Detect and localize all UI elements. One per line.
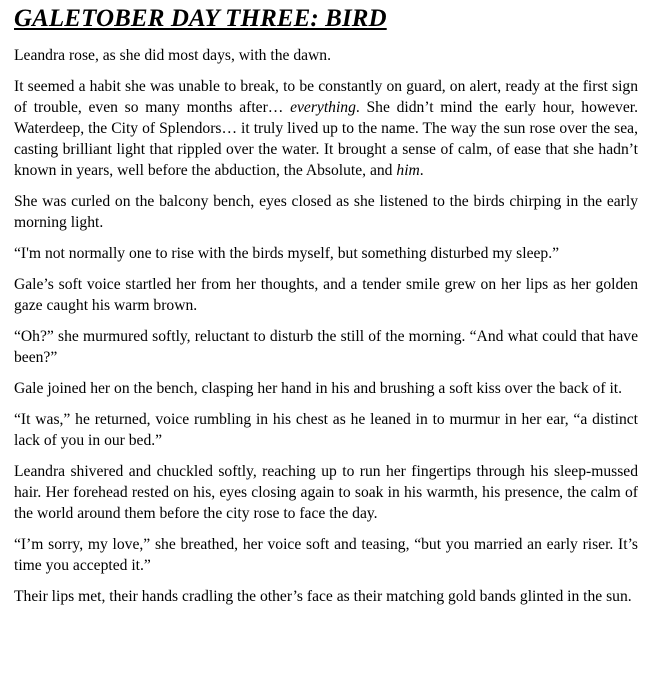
story-paragraph xyxy=(14,274,638,316)
story-paragraph xyxy=(14,378,638,399)
paragraph-text: Leandra shivered and chuckled softly, reaching up to run her fingertips through his sleep-mussed hair. Her forehead rested on his, eyes closing again to soak in his warmth, his presence, the calm of the world around them before the city rose to face the day. xyxy=(14,463,638,522)
italic-text: him xyxy=(396,162,420,179)
paragraph-text: “Oh?” she murmured softly, reluctant to disturb the still of the morning. “And what could that have been?” xyxy=(14,328,638,366)
story-paragraph xyxy=(14,461,638,524)
paragraph-text: “I'm not normally one to rise with the birds myself, but something disturbed my sleep.” xyxy=(14,245,560,262)
paragraph-text: “It was,” he returned, voice rumbling in his chest as he leaned in to murmur in her ear, “a distinct lack of you in our bed.” xyxy=(14,411,638,449)
story-paragraph xyxy=(14,45,638,66)
paragraph-text: “I’m sorry, my love,” she breathed, her voice soft and teasing, “but you married an early riser. It’s time you accepted it.” xyxy=(14,536,638,574)
story-paragraph xyxy=(14,191,638,233)
story-paragraph xyxy=(14,76,638,181)
paragraph-text: . She didn’t mind the early hour, however. Waterdeep, the City of Splendors… it truly lived up to the name. The way the sun rose over the sea, casting brilliant light that rippled over the water. It brought a sense of calm, of ease that she hadn’t known in years, well before the abduction, the Absolute, and xyxy=(14,99,638,179)
paragraph-text: Their lips met, their hands cradling the other’s face as their matching gold bands glinted in the sun. xyxy=(14,588,632,605)
document-title: GALETOBER DAY THREE: BIRD xyxy=(14,5,387,32)
story-paragraph xyxy=(14,586,638,607)
story-paragraph xyxy=(14,326,638,368)
paragraph-text: Gale joined her on the bench, clasping her hand in his and brushing a soft kiss over the back of it. xyxy=(14,380,623,397)
story-paragraph xyxy=(14,409,638,451)
italic-text: everything xyxy=(290,99,356,116)
document-page xyxy=(14,4,638,617)
story-paragraph xyxy=(14,243,638,264)
paragraph-text: Gale’s soft voice startled her from her thoughts, and a tender smile grew on her lips as her golden gaze caught his warm brown. xyxy=(14,276,638,314)
paragraph-text: It seemed a habit she was unable to break, to be constantly on guard, on alert, ready at the first sign of trouble, even so many months after… xyxy=(14,78,638,116)
paragraph-text: Leandra rose, as she did most days, with the dawn. xyxy=(14,47,331,64)
paragraph-text: She was curled on the balcony bench, eyes closed as she listened to the birds chirping in the early morning light. xyxy=(14,193,638,231)
story-paragraph xyxy=(14,534,638,576)
paragraph-text: . xyxy=(419,162,424,179)
story-body xyxy=(14,45,638,607)
